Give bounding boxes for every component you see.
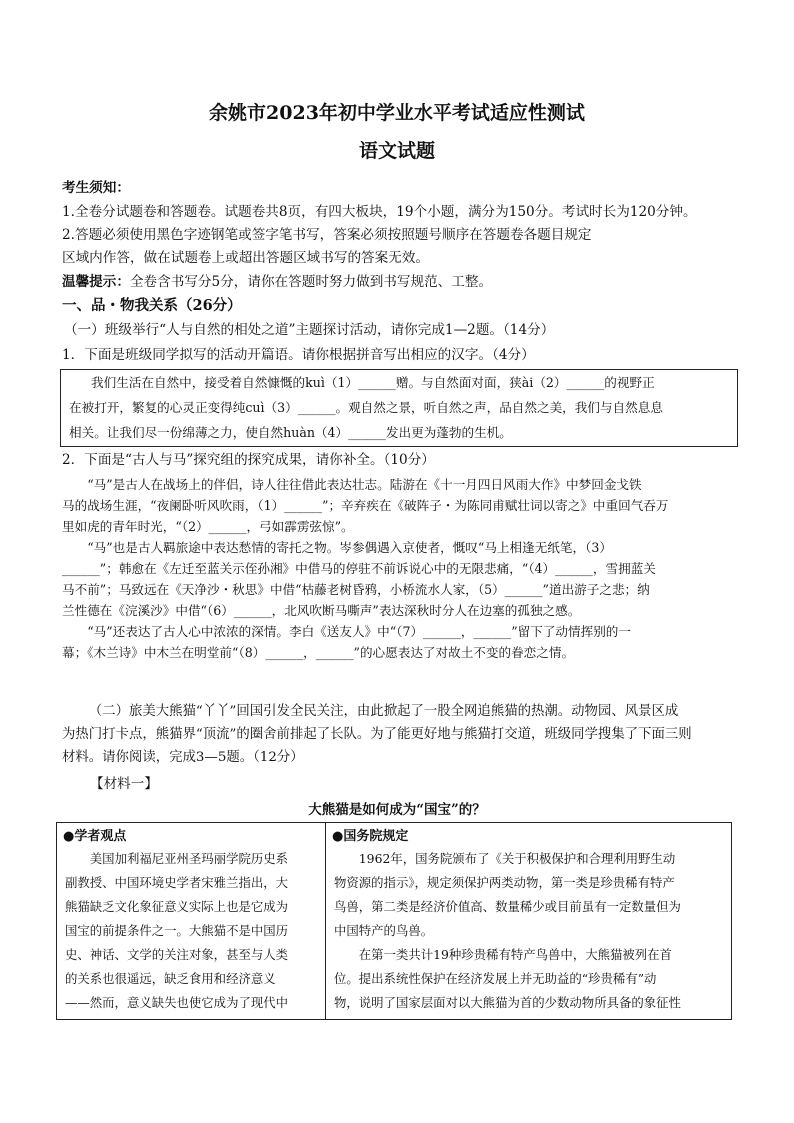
q2-line-8: “马”还表达了古人心中浓浓的深情。李白《送友人》中“（7）______，______”留下了动情挥别的一 bbox=[87, 624, 631, 639]
question-2: 2．下面是“古人与马”探究组的探究成果，请你补全。（10分） bbox=[62, 452, 435, 468]
q1-box-line-3: 相关。让我们尽一份绵薄之力，使自然huàn（4）______发出更为蓬勃的生机。 bbox=[69, 425, 512, 440]
scholar-view-heading: ●学者观点 bbox=[63, 829, 127, 844]
right-line-1: 1962年，国务院颁布了《关于积极保护和合理利用野生动 bbox=[358, 851, 676, 866]
material-title: 大熊猫是如何成为“国宝”的？ bbox=[308, 802, 486, 818]
right-line-4: 中国特产的鸟兽。 bbox=[334, 923, 434, 938]
part-2-line-2: 为热门打卡点，熊猫界“顶流”的圈舍前排起了长队。为了能更好地与熊猫打交道，班级同学搜集了下面三则 bbox=[62, 727, 692, 742]
left-line-7: ——然而，意义缺失也使它成为了现代中 bbox=[65, 995, 289, 1010]
notice-item-1: 1.全卷分试题卷和答题卷。试题卷共8页，有四大板块，19个小题，满分为150分。考试时长为120分钟。 bbox=[62, 204, 697, 220]
left-line-3: 熊猫缺乏文化象征意义实际上也是它成为 bbox=[65, 899, 289, 914]
state-council-text bbox=[334, 847, 726, 1015]
tip-label: 温馨提示： bbox=[62, 274, 130, 290]
section-1-heading: 一、品・物我关系（26分） bbox=[62, 297, 242, 314]
part-2-line-1: （二）旅美大熊猫“丫丫”回国引发全民关注，由此掀起了一股全网追熊猫的热潮。动物园、风景区成 bbox=[88, 704, 679, 719]
left-line-1: 美国加利福尼亚州圣玛丽学院历史系 bbox=[89, 851, 289, 866]
right-line-7: 物，说明了国家层面对以大熊猫为首的少数动物所具备的象征性 bbox=[334, 995, 681, 1010]
part-2-line-3: 材料。请你阅读，完成3—5题。（12分） bbox=[62, 750, 304, 765]
state-council-heading: ●国务院规定 bbox=[332, 829, 409, 844]
right-line-5: 在第一类共计19种珍贵稀有特产鸟兽中，大熊猫被列在首 bbox=[358, 947, 672, 962]
right-line-2: 物资源的指示》，规定须保护两类动物，第一类是珍贵稀有特产 bbox=[334, 875, 675, 890]
right-line-3: 鸟兽，第二类是经济价值高、数量稀少或目前虽有一定数量但为 bbox=[334, 899, 681, 914]
left-line-5: 史、神话、文学的关注对象，甚至与人类 bbox=[65, 947, 289, 962]
exam-title: 余姚市2023年初中学业水平考试适应性测试 bbox=[209, 102, 585, 124]
left-line-2: 副教授、中国环境史学者宋雅兰指出，大 bbox=[65, 875, 289, 890]
q1-box-line-1: 我们生活在自然中，接受着自然慷慨的kuì（1）______赠。与自然面对面，狭ài（2）______的视野正 bbox=[91, 375, 655, 390]
notice-item-3: 区域内作答，做在试题卷上或超出答题区域书写的答案无效。 bbox=[62, 250, 430, 266]
question-1-box bbox=[60, 369, 738, 447]
notice-heading: 考生须知： bbox=[62, 180, 130, 196]
left-line-4: 国宝的前提条件之一。大熊猫不是中国历 bbox=[65, 923, 289, 938]
state-council-column bbox=[326, 823, 731, 1019]
scholar-view-text bbox=[65, 847, 321, 1015]
tip-text: 全卷含书写分5分，请你在答题时努力做到书写规范、工整。 bbox=[129, 274, 493, 290]
notice-item-2: 2.答题必须使用黑色字迹钢笔或签字笔书写，答案必须按照题号顺序在答题卷各题目规定 bbox=[62, 227, 592, 243]
q1-box-line-2: 在被打开，繁复的心灵正变得纯cuì（3）______。观自然之景，听自然之声，品自然之美，我们与自然息息 bbox=[69, 400, 663, 415]
question-2-text bbox=[62, 474, 744, 663]
q2-line-2: 马的战场生涯，“夜阑卧听风吹雨，（1）______”；辛弃疾在《破阵子・为陈同甫赋壮词以寄之》中重回气吞万 bbox=[62, 498, 669, 513]
part-1-intro: （一）班级举行“人与自然的相处之道”主题探讨活动，请你完成1—2题。（14分） bbox=[64, 322, 555, 338]
q2-line-1: “马”是古人在战场上的伴侣，诗人往往借此表达壮志。陆游在《十一月四日风雨大作》中梦回金戈铁 bbox=[87, 477, 642, 492]
scholar-view-column bbox=[57, 823, 326, 1019]
q2-line-6: 马不前”；马致远在《天净沙・秋思》中借“枯藤老树昏鸦，小桥流水人家，（5）______”道出游子之悲；纳 bbox=[62, 582, 650, 597]
exam-subtitle: 语文试题 bbox=[358, 140, 435, 162]
q2-line-5: ______”；韩愈在《左迁至蓝关示侄孙湘》中借马的停驻不前诉说心中的无限悲痛，“（4）______，雪拥蓝关 bbox=[62, 561, 656, 576]
part-2-intro bbox=[62, 700, 744, 769]
right-line-6: 位。提出系统性保护在经济发展上并无助益的“珍贵稀有”动 bbox=[334, 971, 657, 986]
q2-line-4: “马”也是古人羁旅途中表达愁情的寄托之物。岑参偶遇入京使者，慨叹“马上相逢无纸笔，（3） bbox=[87, 540, 612, 555]
material-table bbox=[56, 822, 732, 1020]
material-label: 【材料一】 bbox=[90, 776, 158, 792]
notice-tip bbox=[62, 272, 742, 292]
q2-line-9: 幕；《木兰诗》中木兰在明堂前“（8）______，______”的心愿表达了对故土不变的眷恋之情。 bbox=[62, 645, 575, 660]
q2-line-3: 里如虎的青年时光，“（2）______，弓如霹雳弦惊”。 bbox=[62, 519, 354, 534]
left-line-6: 的关系也很遥远，缺乏食用和经济意义 bbox=[65, 971, 276, 986]
q2-line-7: 兰性德在《浣溪沙》中借“（6）______，北风吹断马嘶声”表达深秋时分人在边塞的孤独之感。 bbox=[62, 603, 581, 618]
question-1: 1．下面是班级同学拟写的活动开篇语。请你根据拼音写出相应的汉字。（4分） bbox=[62, 347, 535, 363]
